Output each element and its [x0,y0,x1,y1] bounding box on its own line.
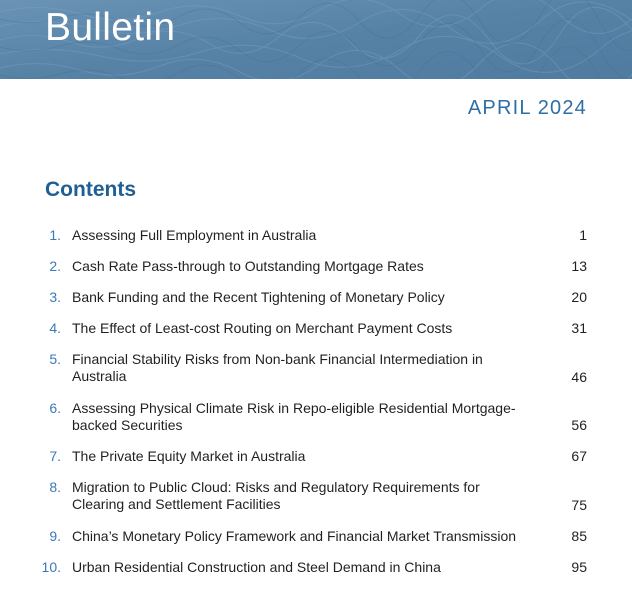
toc-entry-page: 46 [571,369,587,385]
toc-entry-page: 56 [571,417,587,433]
toc-entry-number: 1. [49,227,61,243]
toc-entry-number: 8. [49,479,61,495]
toc-entry-title[interactable]: Migration to Public Cloud: Risks and Regulatory Requirements for Clearing and Settlement Facilities [72,479,480,512]
toc-entry-title[interactable]: China’s Monetary Policy Framework and Financial Market Transmission [72,528,517,544]
toc-entry-page: 85 [571,528,587,544]
toc-entry-number: 6. [49,400,61,416]
toc-entry-title[interactable]: Assessing Physical Climate Risk in Repo-eligible Residential Mortgage-backed Securities [72,400,516,433]
toc-entry-number: 9. [49,528,61,544]
toc-entry-page: 20 [571,289,587,305]
toc-entry-number: 10. [41,559,61,575]
toc-entry-number: 2. [49,258,61,274]
issue-date: APRIL 2024 [467,97,587,119]
toc-entry-number: 7. [49,448,61,464]
toc-entry-page: 67 [571,448,587,464]
contents-heading: Contents [45,178,136,201]
toc-entry-page: 13 [571,258,587,274]
toc-entry-page: 75 [571,497,587,513]
toc-entry-title[interactable]: The Private Equity Market in Australia [72,448,306,464]
toc-entry-title[interactable]: Urban Residential Construction and Steel Demand in China [72,559,441,575]
toc-entry-title[interactable]: Cash Rate Pass-through to Outstanding Mortgage Rates [72,258,424,274]
toc-entry-title[interactable]: The Effect of Least-cost Routing on Merchant Payment Costs [72,320,453,336]
toc-entry-number: 4. [49,320,61,336]
header-banner [0,0,632,79]
toc-entry-title[interactable]: Assessing Full Employment in Australia [72,227,317,243]
toc-entry-title[interactable]: Financial Stability Risks from Non-bank Financial Intermediation in Australia [72,351,483,384]
toc-entry-number: 3. [49,289,61,305]
toc-entry-number: 5. [49,351,61,367]
toc-entry-title[interactable]: Bank Funding and the Recent Tightening of Monetary Policy [72,289,445,305]
toc-entry-page: 95 [571,559,587,575]
toc-entry-page: 31 [571,320,587,336]
publication-title: Bulletin [45,6,176,49]
toc-entry-page: 1 [579,227,587,243]
